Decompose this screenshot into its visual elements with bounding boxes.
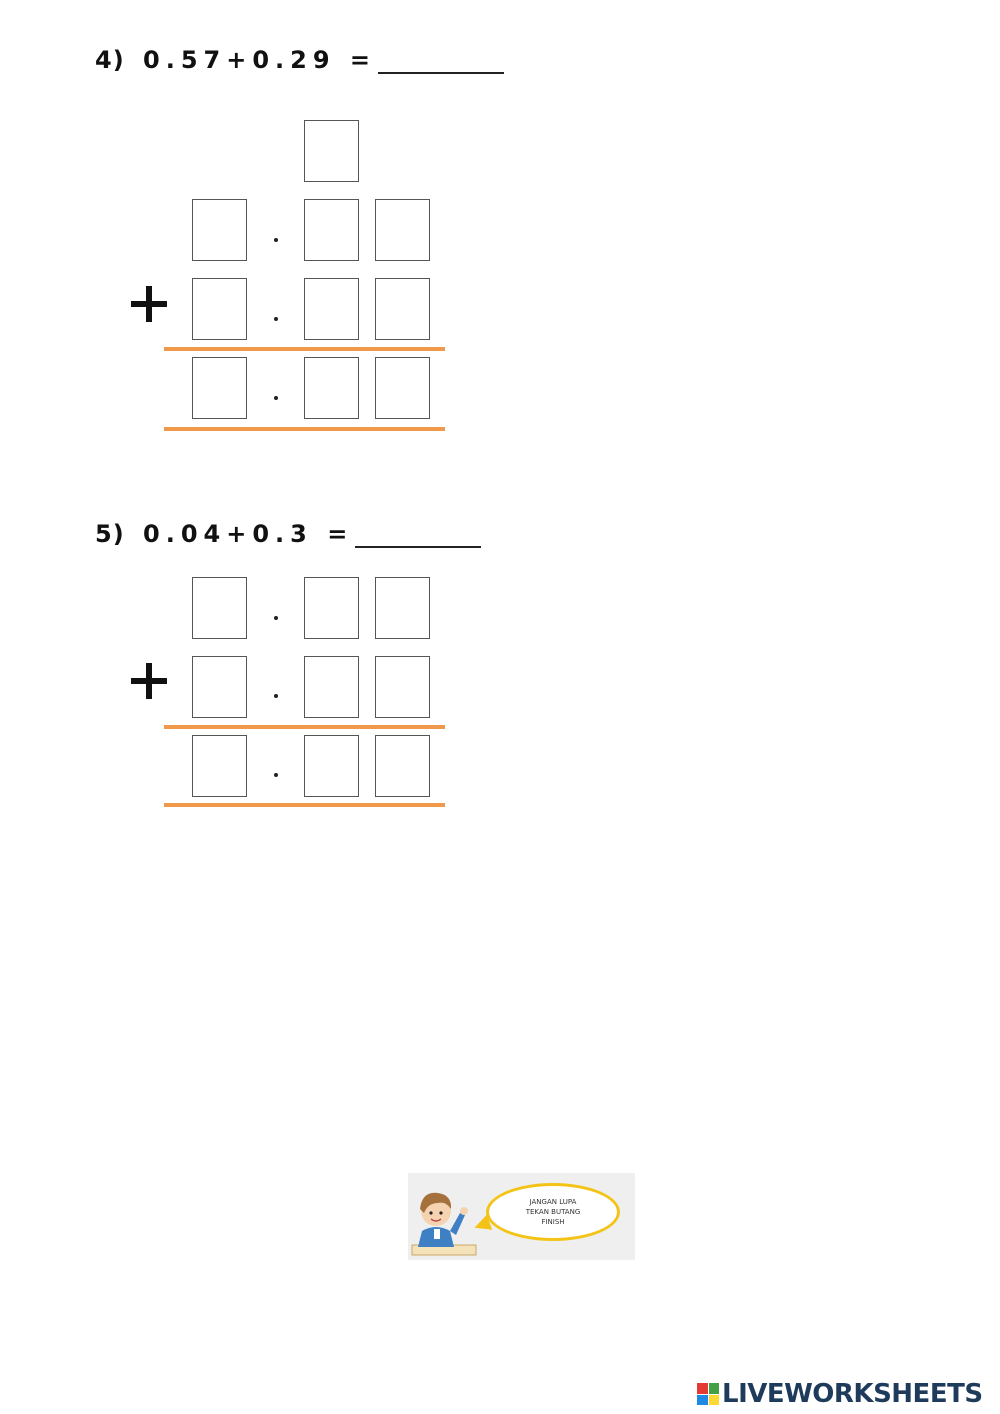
row2-hundredths-box[interactable]	[375, 278, 430, 340]
sum-rule-bottom	[164, 427, 445, 431]
plus-icon	[131, 663, 167, 699]
row1-hundredths-box[interactable]	[375, 577, 430, 639]
answer-ones-box[interactable]	[192, 357, 247, 419]
decimal-point	[274, 773, 278, 777]
question-expression: 0.04+0.3 =	[143, 520, 354, 548]
answer-tenths-box[interactable]	[304, 735, 359, 797]
row2-ones-box[interactable]	[192, 656, 247, 718]
row1-ones-box[interactable]	[192, 577, 247, 639]
reminder-line-3: FINISH	[541, 1218, 565, 1226]
row2-ones-box[interactable]	[192, 278, 247, 340]
question-4-title	[95, 46, 504, 74]
speech-bubble	[486, 1183, 620, 1241]
sum-rule	[164, 725, 445, 729]
question-5-title	[95, 520, 481, 548]
decimal-point	[274, 317, 278, 321]
answer-tenths-box[interactable]	[304, 357, 359, 419]
sum-rule-bottom	[164, 803, 445, 807]
answer-ones-box[interactable]	[192, 735, 247, 797]
brand-grid-icon	[697, 1383, 719, 1405]
row1-tenths-box[interactable]	[304, 577, 359, 639]
reminder-line-1: JANGAN LUPA	[529, 1198, 577, 1206]
question-number: 5)	[95, 520, 125, 548]
student-illustration	[408, 1173, 480, 1260]
brand-logo	[697, 1380, 983, 1408]
row1-tenths-box[interactable]	[304, 199, 359, 261]
plus-icon	[131, 286, 167, 322]
decimal-point	[274, 396, 278, 400]
decimal-point	[274, 616, 278, 620]
brand-name: LIVEWORKSHEETS	[722, 1379, 983, 1409]
answer-blank	[355, 524, 481, 548]
answer-hundredths-box[interactable]	[375, 357, 430, 419]
decimal-point	[274, 694, 278, 698]
row2-tenths-box[interactable]	[304, 278, 359, 340]
row1-hundredths-box[interactable]	[375, 199, 430, 261]
sum-rule	[164, 347, 445, 351]
answer-hundredths-box[interactable]	[375, 735, 430, 797]
decimal-point	[274, 238, 278, 242]
row2-hundredths-box[interactable]	[375, 656, 430, 718]
reminder-banner	[408, 1173, 635, 1260]
answer-blank	[378, 50, 504, 74]
row1-ones-box[interactable]	[192, 199, 247, 261]
row2-tenths-box[interactable]	[304, 656, 359, 718]
carry-box[interactable]	[304, 120, 359, 182]
question-expression: 0.57+0.29 =	[143, 46, 377, 74]
question-number: 4)	[95, 46, 125, 74]
reminder-line-2: TEKAN BUTANG	[525, 1208, 581, 1216]
